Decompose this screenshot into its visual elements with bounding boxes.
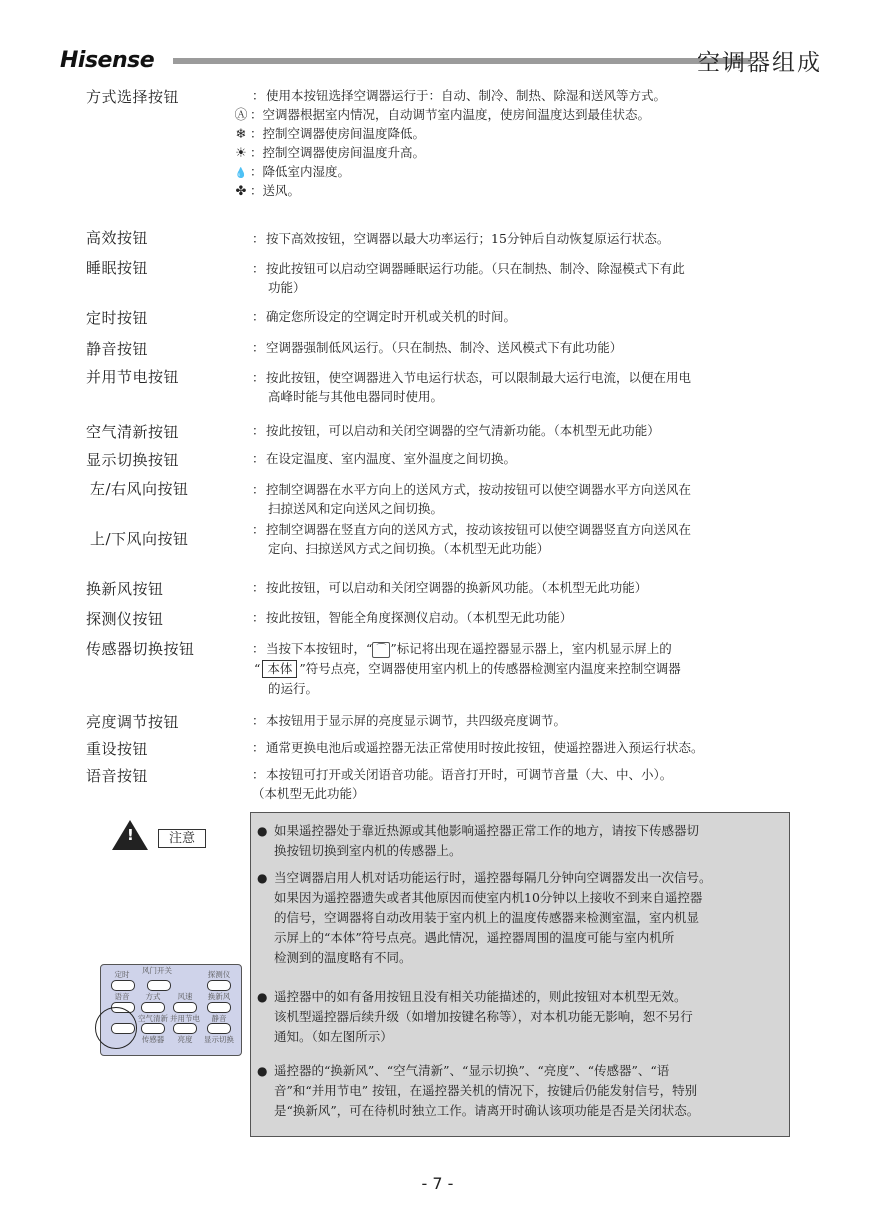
- fan-mode-row: ✤ ：送风。: [232, 181, 300, 201]
- highlight-circle: [95, 1007, 137, 1049]
- mode-select-desc: ：使用本按钮选择空调器运行于：自动、制冷、制热、除湿和送风等方式。: [252, 88, 667, 103]
- fan-mode-icon: ✤: [235, 184, 247, 199]
- warning-icon: !: [112, 820, 148, 850]
- mode-select-label: 方式选择按钮: [86, 88, 180, 106]
- header-divider-bar: [173, 58, 751, 64]
- dry-mode-row: 💧 ：降低室内湿度。: [232, 162, 350, 183]
- note-item: ● 当空调器启用人机对话功能运行时，遥控器每隔几分钟向空调器发出一次信号。 如果因为遥控器遗失或者其他原因而使室内机10分钟以上接收不到来自遥控器 的信号，空调器将自动改用装于室内机上的温度传感器来检测室温，室内机显 示屏上的“本体”符号点亮。遇此情况，遥控器周围的温度可能与室内机所 检测到的温度略有不同。: [257, 870, 712, 965]
- dry-mode-icon: 💧: [234, 168, 248, 179]
- heat-mode-icon: ☀: [235, 146, 247, 161]
- page-title: 空调器组成: [697, 50, 822, 76]
- page-number: - 7 -: [421, 1174, 454, 1193]
- page-header: [60, 44, 830, 84]
- sensor-icon: ⌒: [372, 642, 390, 658]
- sensor-switch-label: 传感器切换按钮: [86, 640, 195, 658]
- brand-logo: Hisense: [60, 48, 155, 73]
- cool-mode-icon: ❄: [235, 127, 247, 142]
- body-sensor-symbol: 本体: [262, 660, 297, 678]
- note-item: ● 遥控器中的如有备用按钮且没有相关功能描述的，则此按钮对本机型无效。 该机型遥控器后续升级（如增加按键名称等），对本机功能无影响，恕不另行 通知。（如左图所示）: [257, 989, 693, 1044]
- notes-box: [250, 812, 790, 1137]
- remote-illustration: 定时 风门开关 探测仪 语音 方式 风速 换新风 空气清新 并用节电 静音 传感器 亮度 显示切换: [100, 964, 242, 1056]
- auto-mode-icon: Ⓐ: [234, 108, 248, 123]
- cool-mode-row: ❄ ：控制空调器使房间温度降低。: [232, 124, 425, 144]
- note-item: ● 遥控器的“换新风”、“空气清新”、“显示切换”、“亮度”、“传感器”、“语 音”和“并用节电” 按钮，在遥控器关机的情况下，按键后仍能发射信号，特别 是“换新风”，可在待机时独立工作。请离开时确认该项功能是否是关闭状态。: [257, 1063, 700, 1118]
- caution-label: 注意: [158, 829, 206, 848]
- note-item: ● 如果遥控器处于靠近热源或其他影响遥控器正常工作的地方，请按下传感器切 换按钮切换到室内机的传感器上。: [257, 823, 700, 858]
- heat-mode-row: ☀ ：控制空调器使房间温度升高。: [232, 143, 425, 163]
- auto-mode-row: Ⓐ ：空调器根据室内情况，自动调节室内温度，使房间温度达到最佳状态。: [232, 105, 650, 125]
